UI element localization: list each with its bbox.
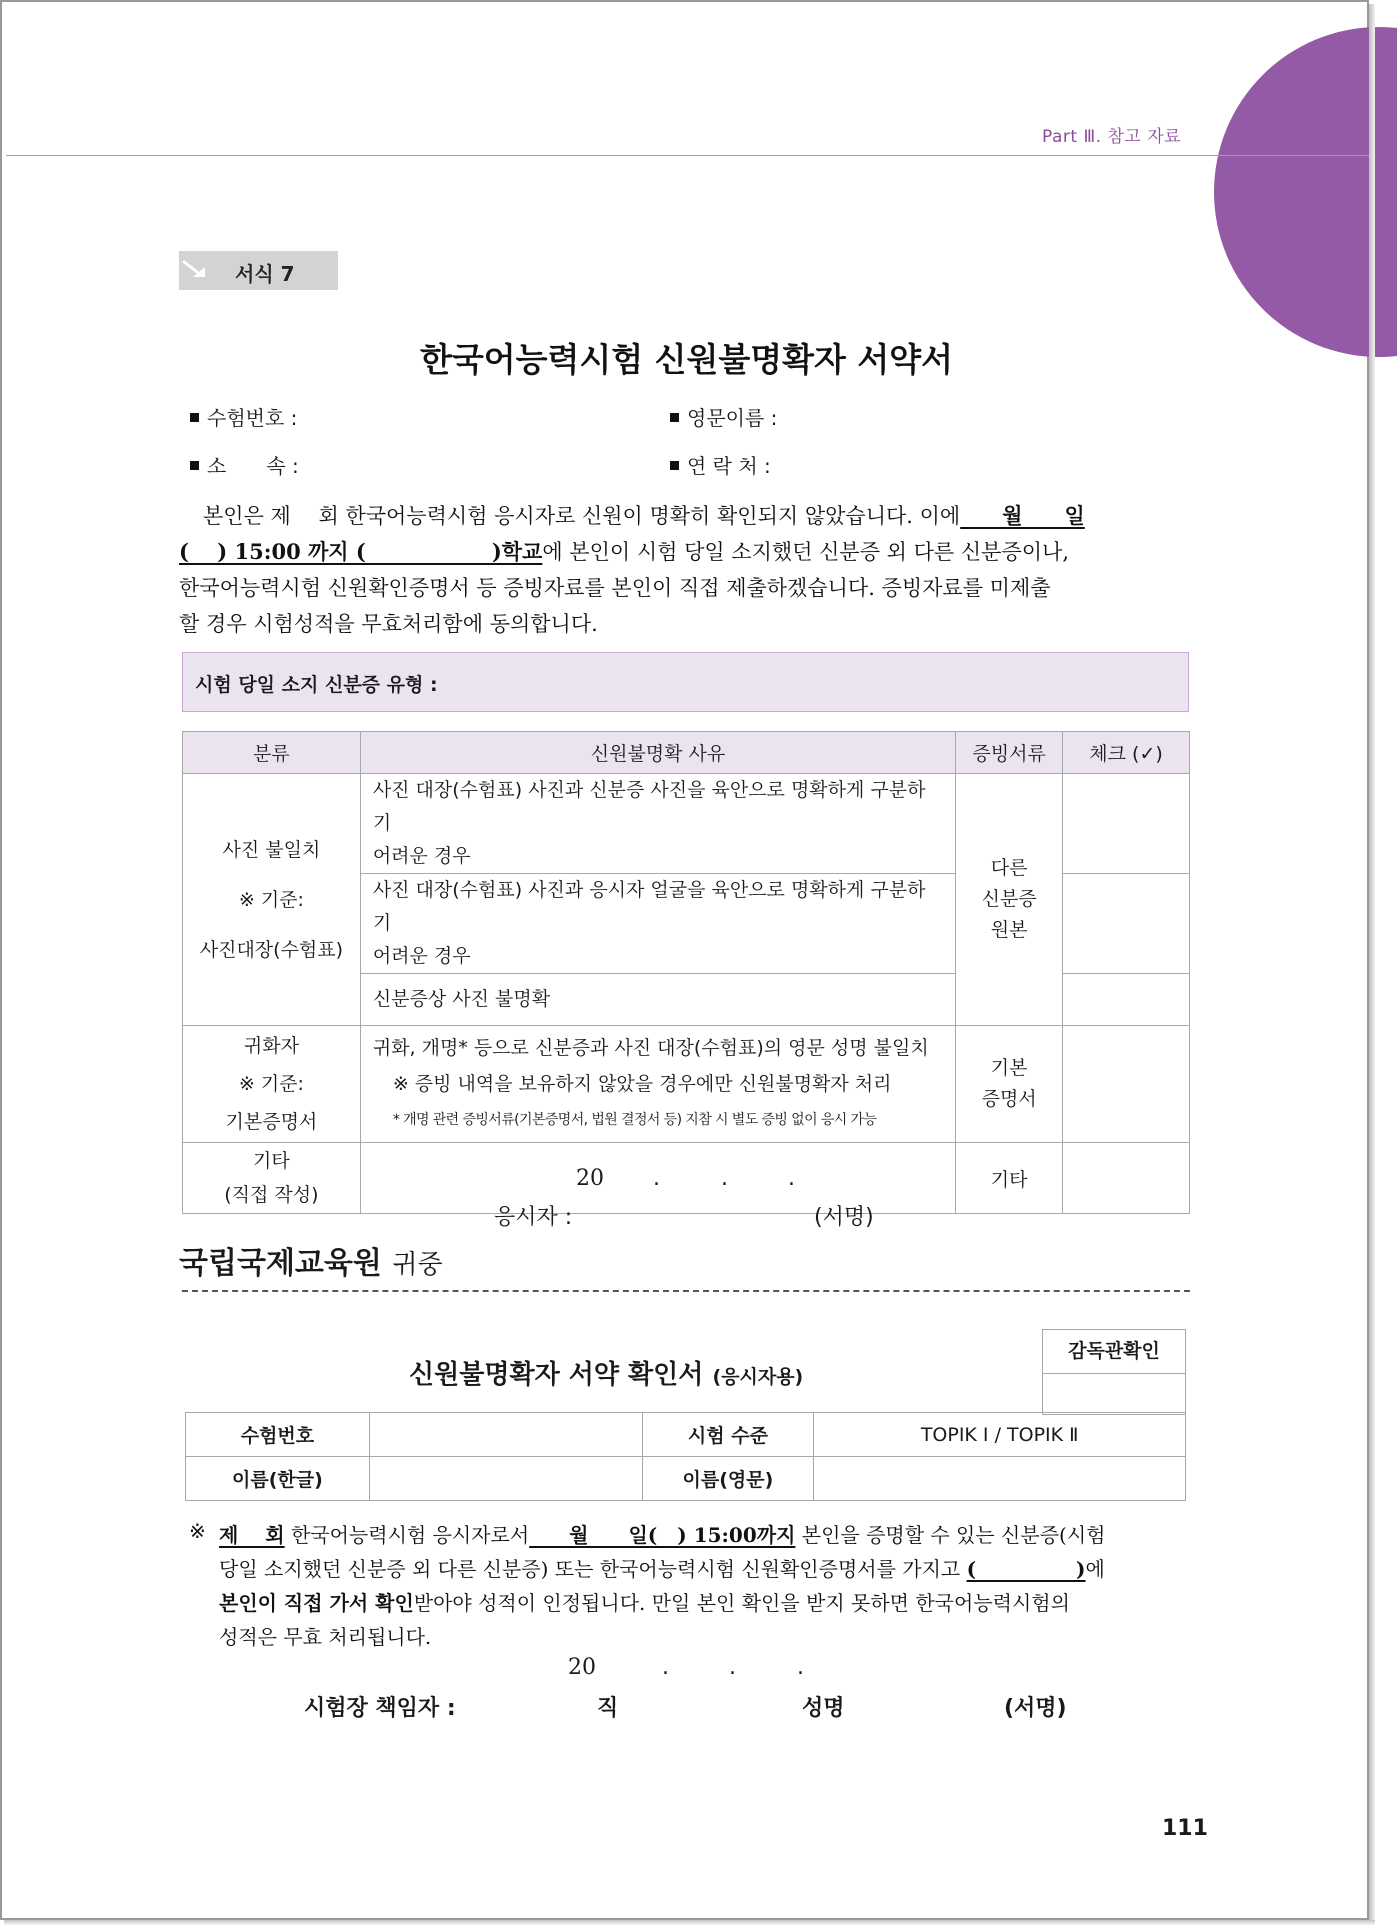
natural-reason-cell: 귀화, 개명* 등으로 신분증과 사진 대장(수험표)의 영문 성명 불일치 ※ 증빙 내역을 보유하지 않았을 경우에만 신원불명확자 처리 * 개명 관련 증빙서류(기본증명서, 법원 결정서 등) 지참 시 별도 증빙 없이 응시 가능 — [360, 1026, 955, 1143]
responsible-sign: (서명) — [1004, 1696, 1067, 1721]
part-label: Part Ⅲ. 참고 자료 — [1042, 127, 1182, 147]
confirm-title: 신원불명확자 서약 확인서 (응시자용) — [409, 1360, 804, 1390]
table-row — [183, 774, 1190, 874]
other-category-cell: 기타 (직접 작성) — [183, 1143, 361, 1214]
reason-table — [182, 731, 1190, 1214]
affiliation-field: 소 속 : — [190, 450, 299, 479]
level-value: TOPIK Ⅰ / TOPIK Ⅱ — [814, 1413, 1186, 1457]
recipient-org: 국립국제교육원 귀중 — [179, 1246, 443, 1281]
header-category: 분류 — [183, 732, 361, 774]
supervisor-label: 감독관확인 — [1043, 1330, 1185, 1374]
table-row — [186, 1457, 1186, 1501]
date-dot: . — [729, 1655, 736, 1680]
korean-name-value[interactable] — [369, 1457, 642, 1501]
date-dot: . — [721, 1166, 728, 1191]
note-line-3: 본인이 직접 가서 확인받아야 성적이 인정됩니다. 만일 본인 확인을 받지 못하면 한국어능력시험의 — [219, 1591, 1070, 1615]
id-type-box — [182, 652, 1189, 712]
photo-category-cell: 사진 불일치 ※ 기준: 사진대장(수험표) — [183, 774, 361, 1026]
header-document: 증빙서류 — [956, 732, 1063, 774]
photo-reason-2: 사진 대장(수험표) 사진과 응시자 얼굴을 육안으로 명확하게 구분하기 어려운 경우 — [360, 874, 955, 974]
check-cell[interactable] — [1063, 974, 1190, 1026]
english-name-value[interactable] — [814, 1457, 1186, 1501]
arrow-corner-icon — [179, 251, 211, 290]
korean-name-label: 이름(한글) — [186, 1457, 370, 1501]
date-year: 20 — [576, 1166, 604, 1191]
date-dot: . — [788, 1166, 795, 1191]
date-dot: . — [797, 1655, 804, 1680]
table-row — [183, 1143, 1190, 1214]
note-mark: ※ — [189, 1519, 206, 1543]
note-line-1: 제 회 한국어능력시험 응시자로서 월 일( ) 15:00까지 본인을 증명할 수 있는 신분증(시험 — [219, 1523, 1106, 1547]
pledge-line-1: 본인은 제 회 한국어능력시험 응시자로 신원이 명확히 확인되지 않았습니다. 이에 월 일 — [203, 503, 1085, 528]
responsible-label: 시험장 책임자 : — [304, 1696, 456, 1721]
pledge-line-3: 한국어능력시험 신원확인증명서 등 증빙자료를 본인이 직접 제출하겠습니다. 증빙자료를 미제출 — [179, 576, 1051, 600]
applicant-sign-label: (서명) — [814, 1205, 874, 1230]
level-label: 시험 수준 — [642, 1413, 814, 1457]
contact-field: 연 락 처 : — [670, 450, 771, 479]
other-document-cell: 기타 — [956, 1143, 1063, 1214]
photo-reason-3: 신분증상 사진 불명확 — [360, 974, 955, 1026]
english-name-label: 이름(영문) — [642, 1457, 814, 1501]
table-row — [183, 1026, 1190, 1143]
exam-number-field: 수험번호 : — [190, 402, 297, 431]
check-cell[interactable] — [1063, 1026, 1190, 1143]
check-cell[interactable] — [1063, 774, 1190, 874]
photo-reason-1: 사진 대장(수험표) 사진과 신분증 사진을 육안으로 명확하게 구분하기 어려운 경우 — [360, 774, 955, 874]
natural-category-cell: 귀화자 ※ 기준: 기본증명서 — [183, 1026, 361, 1143]
id-type-label: 시험 당일 소지 신분증 유형 : — [195, 674, 438, 696]
cut-line — [182, 1290, 1190, 1292]
photo-document-cell: 다른 신분증 원본 — [956, 774, 1063, 1026]
document-title: 한국어능력시험 신원불명확자 서약서 — [419, 340, 954, 379]
pledge-line-2: ( ) 15:00 까지 ( )학교에 본인이 시험 당일 소지했던 신분증 외 다른 신분증이나, — [179, 539, 1069, 564]
responsible-position: 직 — [597, 1696, 619, 1721]
date-dot: . — [662, 1655, 669, 1680]
exam-number-label: 수험번호 — [186, 1413, 370, 1457]
check-cell[interactable] — [1063, 1143, 1190, 1214]
form-tag-label: 서식 7 — [235, 262, 295, 286]
date-year-2: 20 — [568, 1655, 596, 1680]
responsible-name: 성명 — [802, 1696, 845, 1721]
exam-number-value[interactable] — [369, 1413, 642, 1457]
note-line-2: 당일 소지했던 신분증 외 다른 신분증) 또는 한국어능력시험 신원확인증명서를 가지고 ( )에 — [219, 1557, 1105, 1581]
header-reason: 신원불명확 사유 — [360, 732, 955, 774]
pledge-line-4: 할 경우 시험성적을 무효처리함에 동의합니다. — [179, 612, 598, 636]
note-line-4: 성적은 무효 처리됩니다. — [219, 1625, 432, 1649]
check-cell[interactable] — [1063, 874, 1190, 974]
english-name-field: 영문이름 : — [670, 402, 777, 431]
page-shadow-bottom — [4, 1920, 1375, 1925]
header-divider — [6, 155, 1370, 156]
page-number: 111 — [1162, 1816, 1208, 1841]
confirm-table — [185, 1412, 1186, 1501]
supervisor-box — [1042, 1329, 1186, 1415]
form-tag — [179, 251, 338, 290]
applicant-label: 응시자 : — [494, 1205, 573, 1230]
natural-document-cell: 기본 증명서 — [956, 1026, 1063, 1143]
date-dot: . — [653, 1166, 660, 1191]
header-check: 체크 (✓) — [1063, 732, 1190, 774]
page-shadow-right — [1369, 4, 1375, 1925]
table-row — [186, 1413, 1186, 1457]
table-header-row — [183, 732, 1190, 774]
